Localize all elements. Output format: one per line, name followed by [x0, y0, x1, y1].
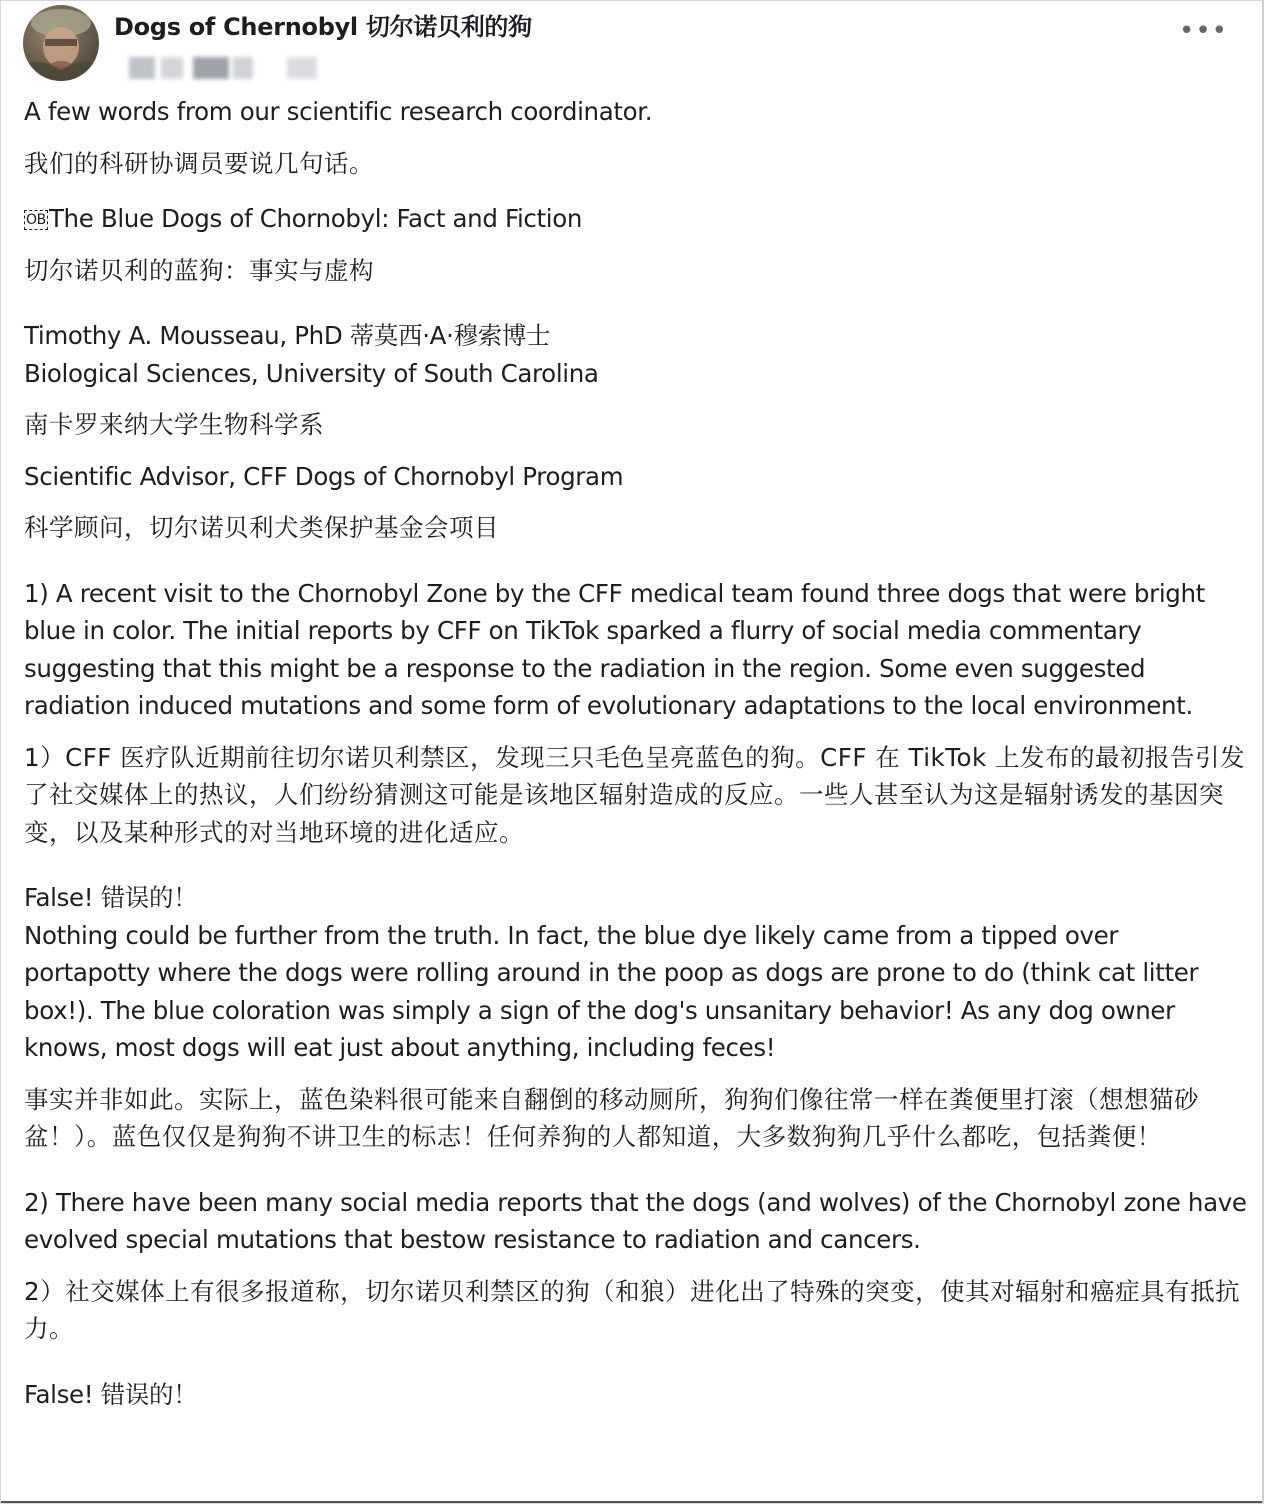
point1-chinese: 1）CFF 医疗队近期前往切尔诺贝利禁区，发现三只毛色呈亮蓝色的狗。CFF 在 TikTok 上发布的最初报告引发了社交媒体上的热议，人们纷纷猜测这可能是该地区辐射造成的反应。一些人甚至认为这是辐射诱发的基因突变，以及某种形式的对当地环境的进化适应。 [24, 742, 1246, 847]
page-avatar[interactable] [23, 5, 99, 81]
intro-english: A few words from our scientific research coordinator. [24, 97, 653, 126]
post-body [24, 93, 1250, 1413]
point1-english: 1) A recent visit to the Chornobyl Zone by the CFF medical team found three dogs that were bright blue in color. The initial reports by CFF on TikTok sparked a flurry of social media commentary suggesting that this might be a response to the radiation in the region. Some even suggested radiation induced mutations and some form of evolutionary adaptations to the local environment. [24, 578, 1205, 720]
bottom-divider [1, 1501, 1262, 1503]
role-chinese: 科学顾问，切尔诺贝利犬类保护基金会项目 [24, 513, 499, 542]
post-header [1, 1, 1262, 91]
verdict-1: False! 错误的！ [24, 883, 198, 912]
avatar-photo-icon [23, 5, 99, 81]
point2-english: 2) There have been many social media reports that the dogs (and wolves) of the Chornobyl zone have evolved special mutations that bestow resistance to radiation and cancers. [24, 1187, 1247, 1254]
author-line: Timothy A. Mousseau, PhD 蒂莫西·A·穆索博士 [24, 321, 551, 350]
more-options-icon[interactable]: ••• [1178, 16, 1228, 46]
rebuttal1-chinese: 事实并非如此。实际上，蓝色染料很可能来自翻倒的移动厕所，狗狗们像往常一样在粪便里打滚（想想猫砂盆！）。蓝色仅仅是狗狗不讲卫生的标志！任何养狗的人都知道，大多数狗狗几乎什么都吃，包括粪便！ [24, 1084, 1199, 1151]
verdict-2: False! 错误的！ [24, 1379, 198, 1409]
affiliation-chinese: 南卡罗来纳大学生物科学系 [24, 410, 324, 439]
intro-chinese: 我们的科研协调员要说几句话。 [24, 148, 374, 178]
affiliation-english: Biological Sciences, University of South Carolina [24, 358, 599, 388]
page-name-link[interactable]: Dogs of Chernobyl 切尔诺贝利的狗 [114, 13, 532, 41]
article-title-chinese: 切尔诺贝利的蓝狗：事实与虚构 [24, 255, 374, 285]
title-text: The Blue Dogs of Chornobyl: Fact and Fiction [48, 204, 583, 233]
article-title-english [24, 200, 1250, 238]
role-english: Scientific Advisor, CFF Dogs of Chornobyl Program [24, 461, 624, 491]
emoji-placeholder-icon: OB [26, 212, 46, 228]
point2-chinese: 2）社交媒体上有很多报道称，切尔诺贝利禁区的狗（和狼）进化出了特殊的突变，使其对辐射和癌症具有抵抗力。 [24, 1276, 1241, 1343]
blurred-timestamp [129, 57, 319, 81]
rebuttal1-english: Nothing could be further from the truth. In fact, the blue dye likely came from a tipped over portapotty where the dogs were rolling around in the poop as dogs are prone to do (think cat litter box!). The blue coloration was simply a sign of the dog's unsanitary behavior! As any dog owner knows, most dogs will eat just about anything, including feces! [24, 920, 1199, 1062]
